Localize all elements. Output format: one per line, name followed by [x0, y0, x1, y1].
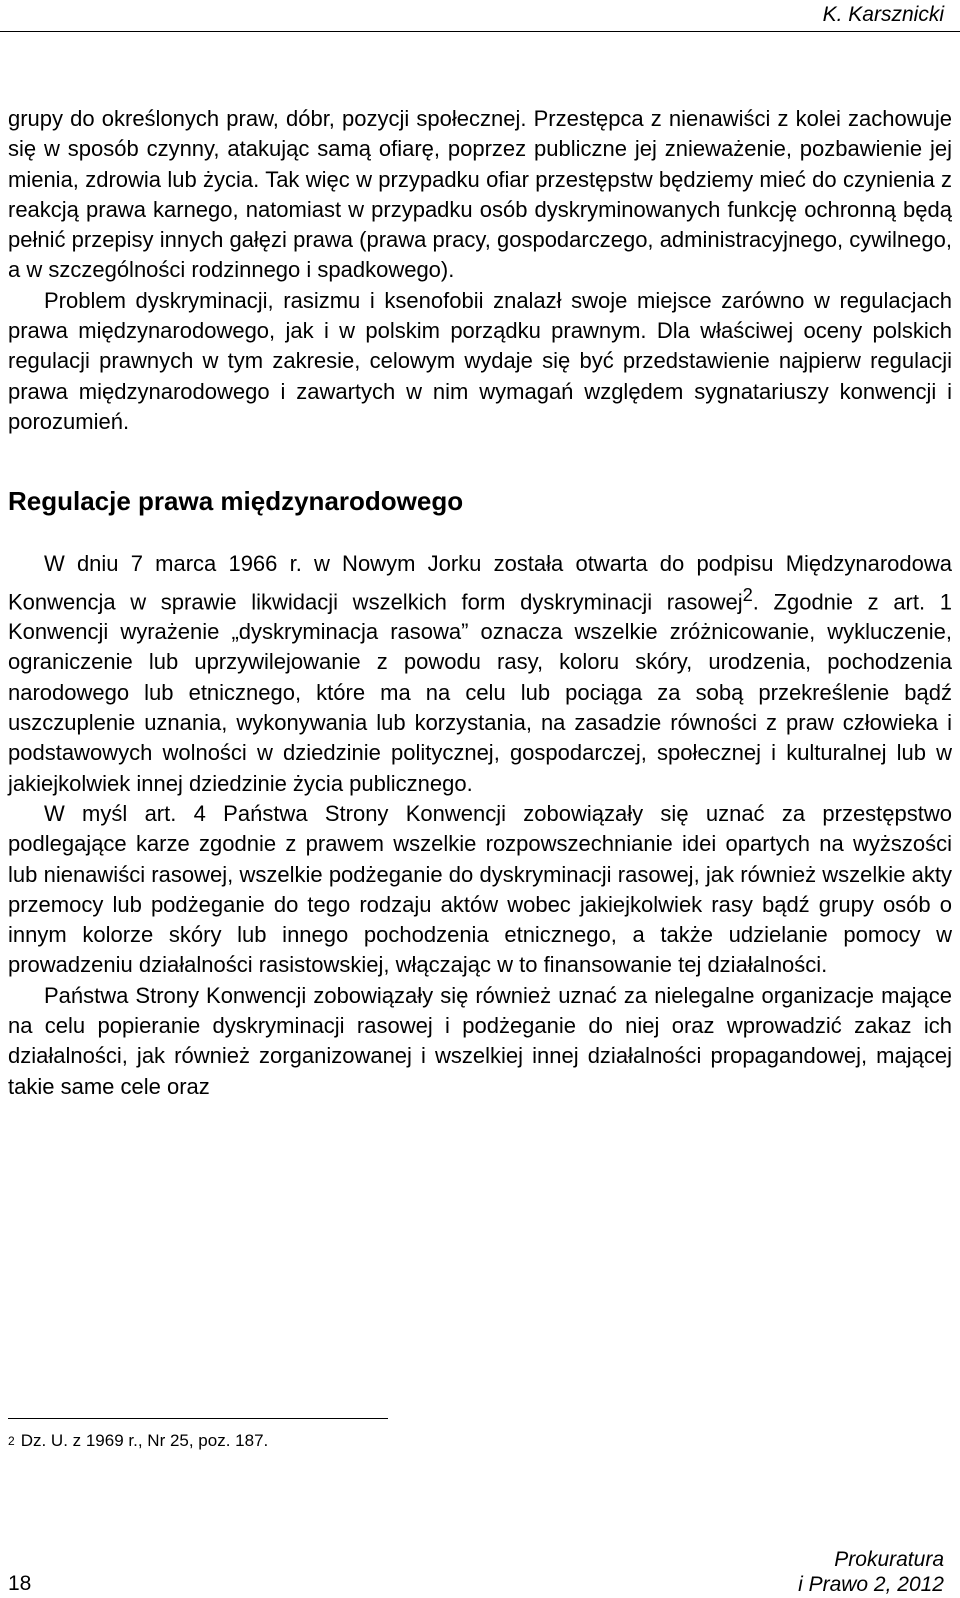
journal-footer — [798, 1547, 944, 1597]
paragraph-text: W dniu 7 marca 1966 r. w Nowym Jorku została otwarta do podpisu Międzynarodowa Konwencja w sprawie likwidacji wszelkich form dyskryminacji rasowej — [8, 551, 952, 614]
main-text — [8, 104, 952, 1102]
header-divider — [0, 31, 960, 32]
footnote-divider — [8, 1418, 388, 1419]
paragraph-text: . Zgodnie z art. 1 Konwencji wyrażenie „dyskryminacja rasowa” oznacza wszelkie zróżnicowanie, wykluczenie, ograniczenie lub uprzywilejowanie z powodu rasy, koloru skóry, urodzenia, pochodzenia narodowego lub etnicznego, które ma na celu lub pociąga za sobą przekreślenie bądź uszczuplenie uznania, wykonywania lub korzystania, na zasadzie równości z praw człowieka i podstawowych wolności w dziedzinie politycznej, gospodarczej, społecznej i kulturalnej lub w jakiejkolwiek innej dziedzinie życia publicznego. — [8, 588, 952, 796]
paragraph — [8, 549, 952, 799]
footnote-reference: 2 — [742, 583, 753, 605]
journal-issue: i Prawo 2, 2012 — [798, 1573, 944, 1596]
paragraph: Państwa Strony Konwencji zobowiązały się również uznać za nielegalne organizacje mające na celu popieranie dyskryminacji rasowej i podżeganie do niej oraz wprowadzić zakaz ich działalności, jak również zorganizowanej i wszelkiej innej działalności propagandowej, mającej takie same cele oraz — [8, 982, 952, 1099]
paragraph: grupy do określonych praw, dóbr, pozycji społecznej. Przestępca z nienawiści z kolei zachowuje się w sposób czynny, atakując samą ofiarę, poprzez publiczne jej znieważenie, pozbawienie jej mienia, zdrowia lub życia. Tak więc w przypadku ofiar przestępstw będziemy mieć do czynienia z reakcją prawa karnego, natomiast w przypadku osób dyskryminowanych funkcję ochronną będą pełnić przepisy innych gałęzi prawa (prawa pracy, gospodarczego, administracyjnego, cywilnego, a w szczególności rodzinnego i spadkowego). — [8, 106, 952, 283]
paragraph: Problem dyskryminacji, rasizmu i ksenofobii znalazł swoje miejsce zarówno w regulacjach prawa międzynarodowego, jak i w polskim porządku prawnym. Dla właściwej oceny polskich regulacji prawnych w tym zakresie, celowym wydaje się być przedstawienie najpierw regulacji prawa międzynarodowego i zawartych w nim wymagań względem sygnatariuszy konwencji i porozumień. — [8, 287, 952, 434]
footnote-number: 2 — [8, 1434, 15, 1448]
paragraph: W myśl art. 4 Państwa Strony Konwencji zobowiązały się uznać za przestępstwo podlegające karze zgodnie z prawem wszelkie rozpowszechnianie idei opartych na wyższości lub nienawiści rasowej, wszelkie podżeganie do dyskryminacji rasowej, jak również wszelkie akty przemocy lub podżeganie do tego rodzaju aktów wobec jakiejkolwiek rasy bądź grupy osób o innym kolorze skóry lub innego pochodzenia etnicznego, a także udzielanie pomocy w prowadzeniu działalności rasistowskiej, włączając w to finansowanie tej działalności. — [8, 800, 952, 978]
footnote — [8, 1430, 268, 1452]
section-heading: Regulacje prawa międzynarodowego — [8, 486, 464, 517]
running-header-author: K. Karsznicki — [822, 3, 944, 26]
page-number: 18 — [8, 1572, 32, 1595]
journal-name: Prokuratura — [834, 1548, 944, 1571]
footnote-text: Dz. U. z 1969 r., Nr 25, poz. 187. — [20, 1431, 269, 1450]
